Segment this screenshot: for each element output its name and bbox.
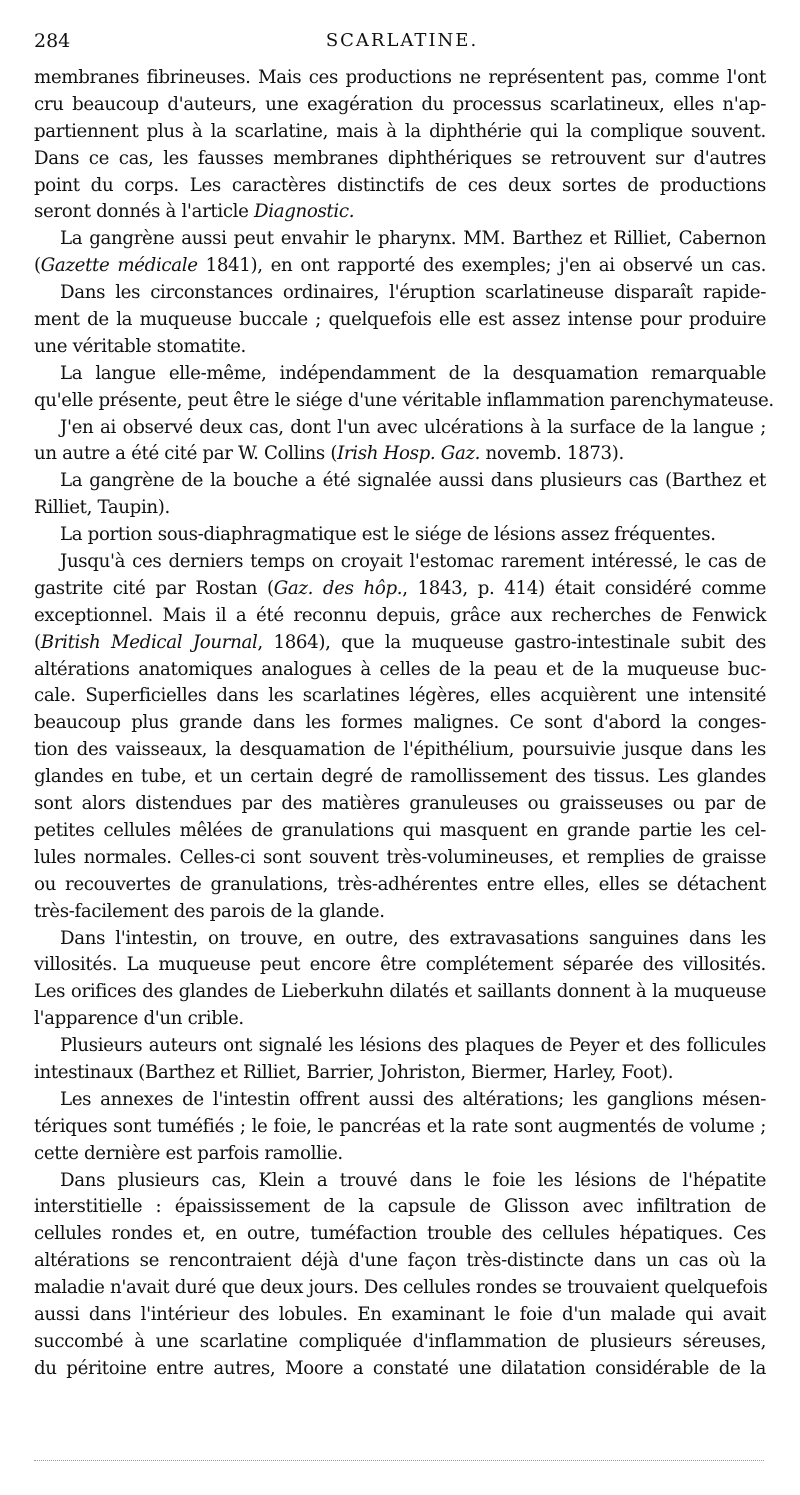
body-text <box>34 65 774 1383</box>
text-line: La gangrène de la bouche a été signalée aussi dans plusieurs cas (Barthez et <box>60 470 766 492</box>
text-line: partiennent plus à la scarlatine, mais à la diphthérie qui la complique souvent. <box>34 120 766 142</box>
text-line: qu'elle présente, peut être le siége d'une véritable inflammation parenchymateuse. <box>34 389 774 411</box>
text-line: Dans les circonstances ordinaires, l'éruption scarlatineuse disparaît rapide- <box>60 282 766 304</box>
text-line: seront donnés à l'article Diagnostic. <box>34 201 355 223</box>
page-number: 284 <box>34 30 71 52</box>
text-line: altérations anatomiques analogues à celles de la peau et de la muqueuse buc- <box>34 658 766 680</box>
bottom-rule <box>34 1460 764 1461</box>
italic-reference: Irish Hosp. Gaz. <box>337 443 481 465</box>
italic-reference: Gaz. des hôp. <box>273 577 403 599</box>
text-line: glandes en tube, et un certain degré de ramollissement des tissus. Les glandes <box>34 766 766 788</box>
text-line: cette dernière est parfois ramollie. <box>34 1142 343 1164</box>
text-line: du péritoine entre autres, Moore a constaté une dilatation considérable de la <box>34 1357 766 1379</box>
text-line: altérations se rencontraient déjà d'une façon très-distincte dans un cas où la <box>34 1250 766 1272</box>
text-line: cru beaucoup d'auteurs, une exagération du processus scarlatineux, elles n'ap- <box>34 93 766 115</box>
text-line: tion des vaisseaux, la desquamation de l'épithélium, poursuivie jusque dans les <box>34 739 766 761</box>
text-line: sont alors distendues par des matières granuleuses ou graisseuses ou par de <box>34 793 766 815</box>
text-line: Rilliet, Taupin). <box>34 497 170 519</box>
text-line: beaucoup plus grande dans les formes malignes. Ce sont d'abord la conges- <box>34 712 766 734</box>
text-line: maladie n'avait duré que deux jours. Des cellules rondes se trouvaient quelquefois <box>34 1277 768 1299</box>
text-line: un autre a été cité par W. Collins (Irish Hosp. Gaz. novemb. 1873). <box>34 443 624 465</box>
text-line: l'apparence d'un crible. <box>34 1008 244 1030</box>
text-line: ment de la muqueuse buccale ; quelquefois elle est assez intense pour produire <box>34 309 766 331</box>
text-line: Plusieurs auteurs ont signalé les lésions des plaques de Peyer et des follicules <box>60 1035 766 1057</box>
text-line: Dans l'intestin, on trouve, en outre, des extravasations sanguines dans les <box>60 927 766 949</box>
text-line: une véritable stomatite. <box>34 335 246 357</box>
text-line: succombé à une scarlatine compliquée d'inflammation de plusieurs séreuses, <box>34 1330 766 1352</box>
text-line: J'en ai observé deux cas, dont l'un avec ulcérations à la surface de la langue ; <box>60 416 766 438</box>
text-line: (British Medical Journal, 1864), que la muqueuse gastro-intestinale subit des <box>34 631 766 653</box>
text-line: tériques sont tuméfiés ; le foie, le pancréas et la rate sont augmentés de volume ; <box>34 1115 766 1137</box>
running-title: SCARLATINE. <box>325 30 479 51</box>
text-line: ou recouvertes de granulations, très-adhérentes entre elles, elles se détachent <box>34 873 766 895</box>
text-line: Dans ce cas, les fausses membranes diphthériques se retrouvent sur d'autres <box>34 147 766 169</box>
text-line: Jusqu'à ces derniers temps on croyait l'estomac rarement intéressé, le cas de <box>60 551 766 573</box>
text-line: membranes fibrineuses. Mais ces productions ne représentent pas, comme l'ont <box>34 67 766 88</box>
text-line: La portion sous-diaphragmatique est le siége de lésions assez fréquentes. <box>60 524 716 546</box>
text-line: Les annexes de l'intestin offrent aussi des altérations; les ganglions mésen- <box>60 1088 766 1110</box>
text-line: Les orifices des glandes de Lieberkuhn dilatés et saillants donnent à la muqueuse <box>34 981 766 1003</box>
italic-reference: British Medical Journal <box>40 631 258 653</box>
text-line: cellules rondes et, en outre, tuméfaction trouble des cellules hépatiques. Ces <box>34 1223 766 1245</box>
text-line: interstitielle : épaississement de la capsule de Glisson avec infiltration de <box>34 1196 766 1218</box>
page-header <box>34 30 770 60</box>
text-line: exceptionnel. Mais il a été reconnu depuis, grâce aux recherches de Fenwick <box>34 604 766 626</box>
italic-reference: Diagnostic. <box>254 201 355 223</box>
text-line: très-facilement des parois de la glande. <box>34 900 385 922</box>
text-line: gastrite cité par Rostan (Gaz. des hôp., 1843, p. 414) était considéré comme <box>34 577 766 599</box>
text-line: cale. Superficielles dans les scarlatines légères, elles acquièrent une intensité <box>34 685 766 707</box>
text-line: La gangrène aussi peut envahir le pharynx. MM. Barthez et Rilliet, Cabernon <box>60 228 766 250</box>
text-line: La langue elle-même, indépendamment de la desquamation remarquable <box>60 362 766 384</box>
text-line: (Gazette médicale 1841), en ont rapporté des exemples; j'en ai observé un cas. <box>34 255 766 277</box>
text-line: intestinaux (Barthez et Rilliet, Barrier, Johriston, Biermer, Harley, Foot). <box>34 1061 674 1083</box>
text-line: lules normales. Celles-ci sont souvent très-volumineuses, et remplies de graisse <box>34 846 766 868</box>
text-line: point du corps. Les caractères distinctifs de ces deux sortes de productions <box>34 174 766 196</box>
text-line: aussi dans l'intérieur des lobules. En examinant le foie d'un malade qui avait <box>34 1303 766 1325</box>
text-line: petites cellules mêlées de granulations qui masquent en grande partie les cel- <box>34 819 766 841</box>
italic-reference: Gazette médicale <box>40 255 198 277</box>
text-line: villosités. La muqueuse peut encore être complétement séparée des villosités. <box>34 954 766 976</box>
text-line: Dans plusieurs cas, Klein a trouvé dans le foie les lésions de l'hépatite <box>60 1169 766 1191</box>
